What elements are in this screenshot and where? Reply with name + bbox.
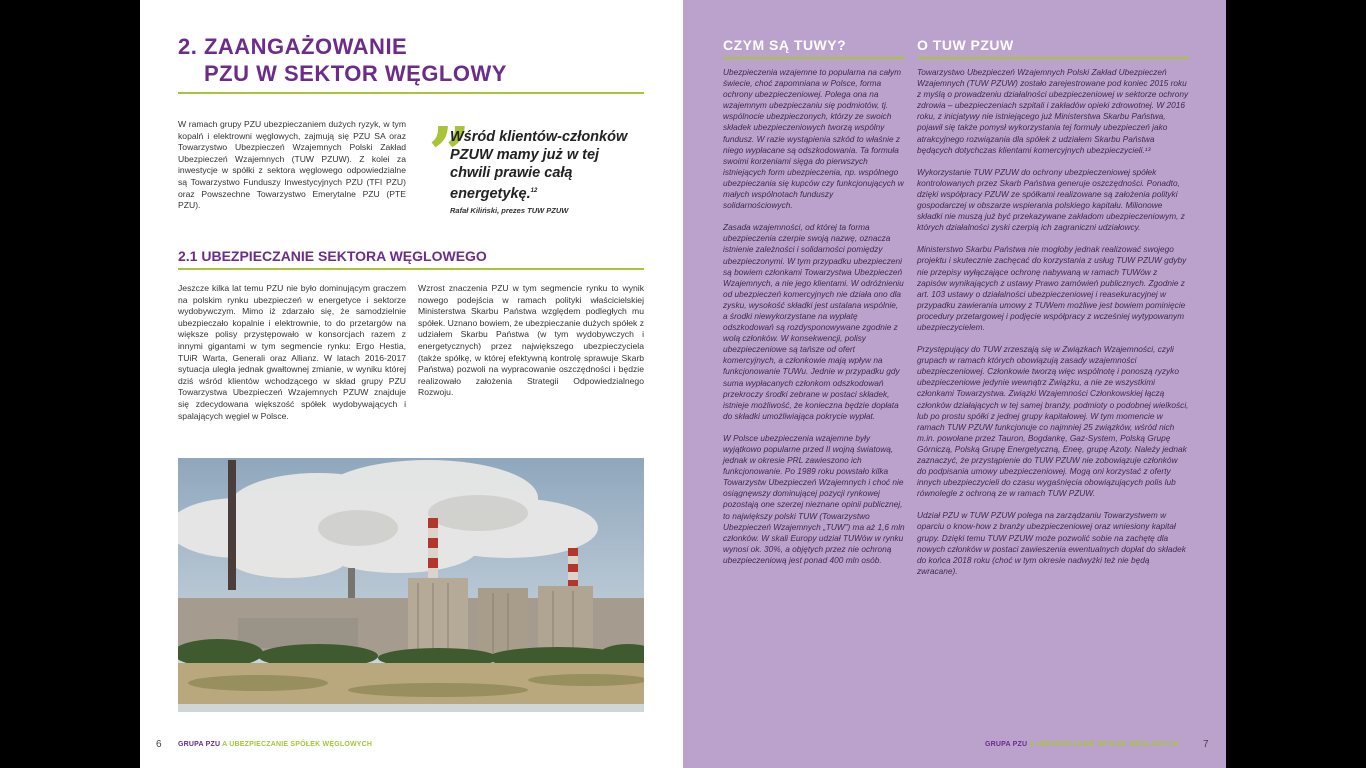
tuwy-paragraph-1: Ubezpieczenia wzajemne to popularna na całym świecie, choć zapomniana w Polsce, forma ochrony ubezpieczeniowej. Polega ona na wzajemnym ubezpieczaniu się podmiotów, tj. wspólnocie ubezpieczonych, którzy ze swoich składek ubezpieczeniowych tworzą wspólny fundusz. W razie wystąpienia szkód to właśnie z niego wypłacane są odszkodowania. Ta formuła swoimi korzeniami sięga do pierwszych istniejących form ubezpieczenia, np. wspólnego ubezpieczania się kupców czy funkcjonujących w małych wspólnotach funduszy solidarnościowych. bbox=[723, 67, 904, 211]
pull-quote bbox=[450, 128, 636, 203]
footer-title-right: A UBEZPIECZANIE SPÓŁEK WĘGLOWYCH bbox=[1029, 741, 1180, 748]
heading-o-tuw-pzuw: O TUW PZUW bbox=[917, 37, 1014, 53]
footer-title-left: A UBEZPIECZANIE SPÓŁEK WĘGLOWYCH bbox=[222, 741, 373, 748]
chapter-title-line-2: PZU W SEKTOR WĘGLOWY bbox=[204, 61, 507, 86]
footer-brand-left: GRUPA PZU bbox=[178, 741, 221, 748]
pull-quote-text: Wśród klientów-członków PZUW mamy już w tej chwili prawie całą energetykę. bbox=[450, 129, 628, 202]
pzuw-paragraph-3: Ministerstwo Skarbu Państwa nie mogłoby jednak realizować swojego projektu i skutecznie zachęcać do korzystania z usług TUW PZUW gdyby nie przepisy wyłączające ochronę nabywaną w ramach TUWów z zapisów wynikających z ustawy Prawo zamówień publicznych. Zgodnie z art. 103 ustawy o działalności ubezpieczeniowej i reasekuracyjnej w przypadku zawierania umowy z TUWem możliwe jest bowiem pominięcie procedury przetargowej i podjęcie współpracy z wcześniej wytypowanym ubezpieczycielem. bbox=[917, 244, 1187, 332]
tuwy-paragraph-2: Zasada wzajemności, od której ta forma ubezpieczenia czerpie swoją nazwę, oznacza istnienie zależności i solidarności pomiędzy ubezpieczonymi. W tym przypadku ubezpieczeni są bowiem członkami Towarzystwa Ubezpieczeń Wzajemnych, a nie jego klientami. W odróżnieniu od ubezpieczeń komercyjnych nie działa ono dla zysku, wysokość składki jest ustalana wspólnie, a środki niewykorzystane na wypłatę odszkodowań są rozdysponowywane zgodnie z wolą członków. W konsekwencji, polisy ubezpieczeniowe są tańsze od ofert komercyjnych, a członkowie mają wpływ na funkcjonowanie TUWu. Jednie w przypadku gdy suma wypłacanych członkom odszkodowań przekroczy środki zebrane w postaci składek, istnieje możliwość, że konieczna będzie dopłata do składki umożliwiająca pokrycie wypłat. bbox=[723, 222, 904, 421]
pzuw-paragraph-5: Udział PZU w TUW PZUW polega na zarządzaniu Towarzystwem w oparciu o know-how z branży ubezpieczeniowej oraz wniesiony kapitał grupy. Dzięki temu TUW PZUW może pozwolić sobie na zachętę dla nowych członków w postaci zawieszenia ewentualnych dopłat do składek do końca 2018 roku (choć w tym okresie nadwyżki też nie będą zwracane). bbox=[917, 510, 1186, 576]
power-plant-photo bbox=[178, 458, 644, 712]
power-plant-illustration bbox=[178, 458, 644, 712]
quote-mark-icon: ” bbox=[428, 112, 471, 198]
tuwy-paragraph-3: W Polsce ubezpieczenia wzajemne były wyjątkowo popularne przed II wojną światową, jednak w okresie PRL zawieszono ich funkcjonowanie. Po 1989 roku powstało kilka Towarzystw Ubezpieczeń Wzajemnych i choć nie osiągnęwszy dominującej pozycji rynkowej pozostają one szerzej nieznane opinii publicznej, to największy polski TUW (Towarzystwo Ubezpieczeń Wzajemnych „TUW”) ma aż 1,6 mln członków. W skali Europy udział TUWów w rynku wynosi ok. 30%, a objętych przez nie ochroną ubezpieczeniową jest ponad 400 mln osób. bbox=[723, 432, 905, 565]
heading-rule-1 bbox=[723, 57, 905, 59]
page-number-right: 7 bbox=[1203, 739, 1209, 750]
right-column-2 bbox=[917, 67, 1189, 588]
title-rule bbox=[178, 92, 644, 94]
pzuw-paragraph-1: Towarzystwo Ubezpieczeń Wzajemnych Polski Zakład Ubezpieczeń Wzajemnych (TUW PZUW) zostało zarejestrowane pod koniec 2015 roku z myślą o prowadzeniu działalności ubezpieczeniowej w sektorze ochrony zdrowia – ubezpieczeniach szpitali i zakładów opieki zdrowotnej. W 2016 roku, z inicjatywy nie istniejącego już Ministerstwa Skarbu Państwa, pojawił się także pomysł wykorzystania tej formuły ubezpieczeń jako atrakcyjnego rozwiązania dla spółek z udziałem Skarbu Państwa będących dotychczas klientami komercyjnych ubezpieczycieli.¹³ bbox=[917, 67, 1189, 155]
left-page bbox=[140, 0, 683, 768]
chapter-title bbox=[178, 33, 648, 87]
footer-left bbox=[178, 741, 372, 748]
chapter-title-line-1: 2. ZAANGAŻOWANIE bbox=[178, 34, 408, 59]
pzuw-paragraph-4: Przystępujący do TUW zrzeszają się w Związkach Wzajemności, czyli grupach w ramach których obowiązują zasady wzajemności ubezpieczeniowej. Członkowie tworzą więc wspólnotę i ponoszą ryzyko ubezpieczeniowe jedynie wewnątrz Związku, a nie ze wszystkimi członkami Towarzystwa. Związki Wzajemności Członkowskiej łączą członków działających w tej samej branży, podmioty o podobnej wielkości, lub po prostu spółki z jednej grupy kapitałowej. W tym momencie w ramach TUW PZUW funkcjonuje co najmniej 25 związków, wśród nich m.in. powołane przez Tauron, Bogdankę, Gaz-System, Polską Grupę Górniczą, Polską Grupę Energetyczną, Eneę, grupę Azoty. Należy jednak zaznaczyć, że przystąpienie do TUW PZUW nie zobowiązuje członków do podpisania umowy ubezpieczeniowej. Mogą oni korzystać z oferty innych ubezpieczycieli do czasu wygaśnięcia obowiązujących polis lub równolegle z ochroną ze w ramach TUW PZUW. bbox=[917, 344, 1189, 499]
right-page bbox=[683, 0, 1226, 768]
footer-right bbox=[985, 741, 1179, 748]
quote-footnote-ref: 12 bbox=[530, 188, 538, 194]
body-column-1: Jeszcze kilka lat temu PZU nie było dominującym graczem na polskim rynku ubezpieczeń w energetyce i sektorze wydobywczym. Mimo iż zdarzało się, że samodzielnie ubezpieczało kopalnie i elektrownie, to do przetargów na większe polisy przystępowało w konsorcjach razem z innymi gigantami w tym segmencie rynku: Ergo Hestia, TUiR Warta, Generali oraz Allianz. W latach 2016-2017 sytuacja uległa jednak gwałtownej zmianie, w wyniku której dziś wśród klientów wchodzącego w skład grupy PZU Towarzystwa Ubezpieczeń Wzajemnych PZUW znajduje się zdecydowana większość spółek wydobywających i spalających węgiel w Polsce. bbox=[178, 283, 406, 421]
right-column-1 bbox=[723, 67, 905, 577]
page-number-left: 6 bbox=[156, 739, 162, 750]
pzuw-paragraph-2: Wykorzystanie TUW PZUW do ochrony ubezpieczeniowej spółek kontrolowanych przez Skarb Państwa generuje oszczędności. Ponadto, dzięki współpracy PZUW ze spółkami realizowane są założenia polityki gospodarczej w obszarze wspierania polskiego kapitału. Milionowe składki nie muszą już być przekazywane zakładom ubezpieczeniowym, z których działalności zyski czerpią ich zagraniczni udziałowcy. bbox=[917, 166, 1185, 233]
footer-brand-right: GRUPA PZU bbox=[985, 741, 1028, 748]
section-title: 2.1 UBEZPIECZANIE SEKTORA WĘGLOWEGO bbox=[178, 248, 487, 264]
section-rule bbox=[178, 268, 644, 270]
intro-paragraph: W ramach grupy PZU ubezpieczaniem dużych ryzyk, w tym kopalń i elektrowni węglowych, zajmują się PZU SA oraz Towarzystwo Ubezpieczeń Wzajemnych Polski Zakład Ubezpieczeń Wzajemnych (TUW PZUW). Z kolei za inwestycje w spółki z sektora węglowego odpowiedzialne są Towarzystwo Funduszy Inwestycyjnych PZU (TFI PZU) oraz Powszechne Towarzystwo Emerytalne PZU (PTE PZU). bbox=[178, 119, 406, 211]
quote-author: Rafał Kiliński, prezes TUW PZUW bbox=[450, 206, 569, 215]
heading-czym-sa-tuwy: CZYM SĄ TUWY? bbox=[723, 37, 847, 53]
heading-rule-2 bbox=[917, 57, 1189, 59]
body-column-2: Wzrost znaczenia PZU w tym segmencie rynku to wynik nowego podejścia w ramach polityki właścicielskiej Ministerstwa Skarbu Państwa względem podległych mu spółek. Uznano bowiem, że ubezpieczanie dużych spółek z udziałem Skarbu Państwa (w tym wydobywczych i energetycznych) przez największego ubezpieczyciela (także spółkę, w której efektywną kontrolę sprawuje Skarb Państwa) pozwoli na wypracowanie oszczędności i będzie realizowało założenia Strategii Odpowiedzialnego Rozwoju. bbox=[418, 283, 644, 398]
